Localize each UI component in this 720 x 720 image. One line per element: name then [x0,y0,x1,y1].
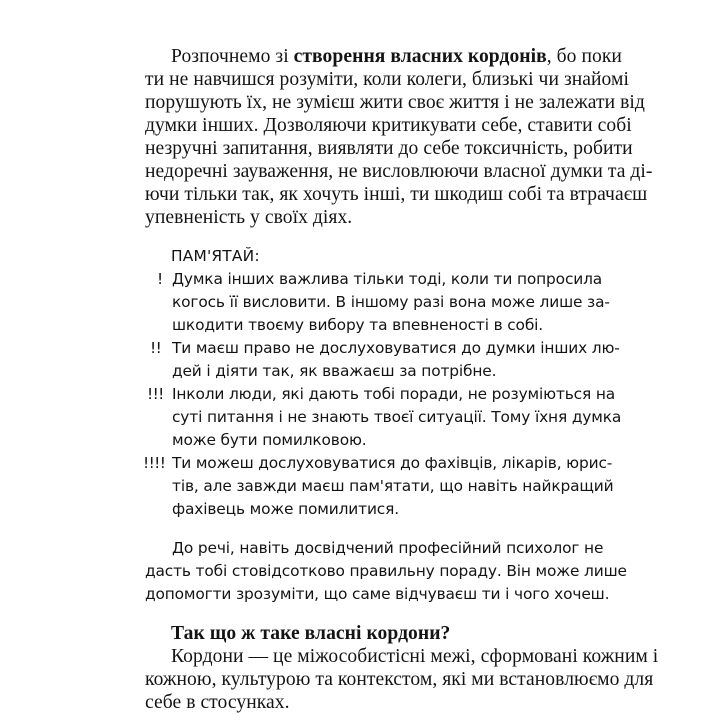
section-line: себе в стосунках. [145,692,290,713]
item-marker: !! [150,339,162,357]
item-marker: !!!! [143,454,166,472]
item-marker: ! [157,270,163,288]
intro-line: упевненість у своїх діях. [145,207,353,228]
intro-bold-text: створення власних кордонів [293,46,547,67]
remember-item-line: суті питання і не знають твоєї ситуації. Тому їхня думка [172,408,622,426]
note-line: До речі, навіть досвідчений професійний психолог не [172,539,604,557]
remember-item-line: Ти маєш право не дослуховуватися до думки інших лю- [172,339,620,357]
remember-item-line: фахівець може помилитися. [172,500,399,518]
intro-line: думки інших. Дозволяючи критикувати себе, ставити собі [145,115,632,136]
remember-item-line: дей і діяти так, як вважаєш за потрібне. [172,362,497,380]
remember-item-line: може бути помилковою. [172,431,367,449]
intro-line: порушують їх, не зумієш жити своє життя і не залежати від [145,92,645,113]
note-line: допомогти зрозуміти, що саме відчуваєш ти і чого хочеш. [145,585,610,603]
intro-line [171,45,622,68]
remember-item-line: когось її висловити. В іншому разі вона може лише за- [172,293,610,311]
section-heading: Так що ж таке власні кордони? [171,623,451,644]
remember-item-line: Думка інших важлива тільки тоді, коли ти попросила [172,270,603,288]
note-line: дасть тобі стовідсотково правильну пораду. Він може лише [145,562,627,580]
remember-item-line: шкодити твоєму вибору та впевненості в собі. [172,316,544,334]
intro-text: , бо поки [546,46,622,67]
section-line: кожною, культурою та контекстом, які ми встановлюємо для [145,669,654,690]
remember-title: ПАМ'ЯТАЙ: [171,247,260,265]
intro-line: ти не навчишся розуміти, коли колеги, близькі чи знайомі [145,69,629,90]
remember-item-line: тів, але завжди маєш пам'ятати, що навіть найкращий [172,477,614,495]
intro-line: ючи тільки так, як хочуть інші, ти шкодиш собі та втрачаєш [145,184,648,205]
remember-item-line: Інколи люди, які дають тобі поради, не розуміються на [172,385,616,403]
intro-line: незручні запитання, виявляти до себе токсичність, робити [145,138,633,159]
intro-text: Розпочнемо зі [171,46,294,67]
remember-item-line: Ти можеш дослуховуватися до фахівців, лікарів, юрис- [172,454,613,472]
section-line: Кордони — це міжособистісні межі, сформовані кожним і [171,646,659,667]
item-marker: !!! [147,385,164,403]
intro-line: недоречні зауваження, не висловлюючи власної думки та ді- [145,161,653,182]
